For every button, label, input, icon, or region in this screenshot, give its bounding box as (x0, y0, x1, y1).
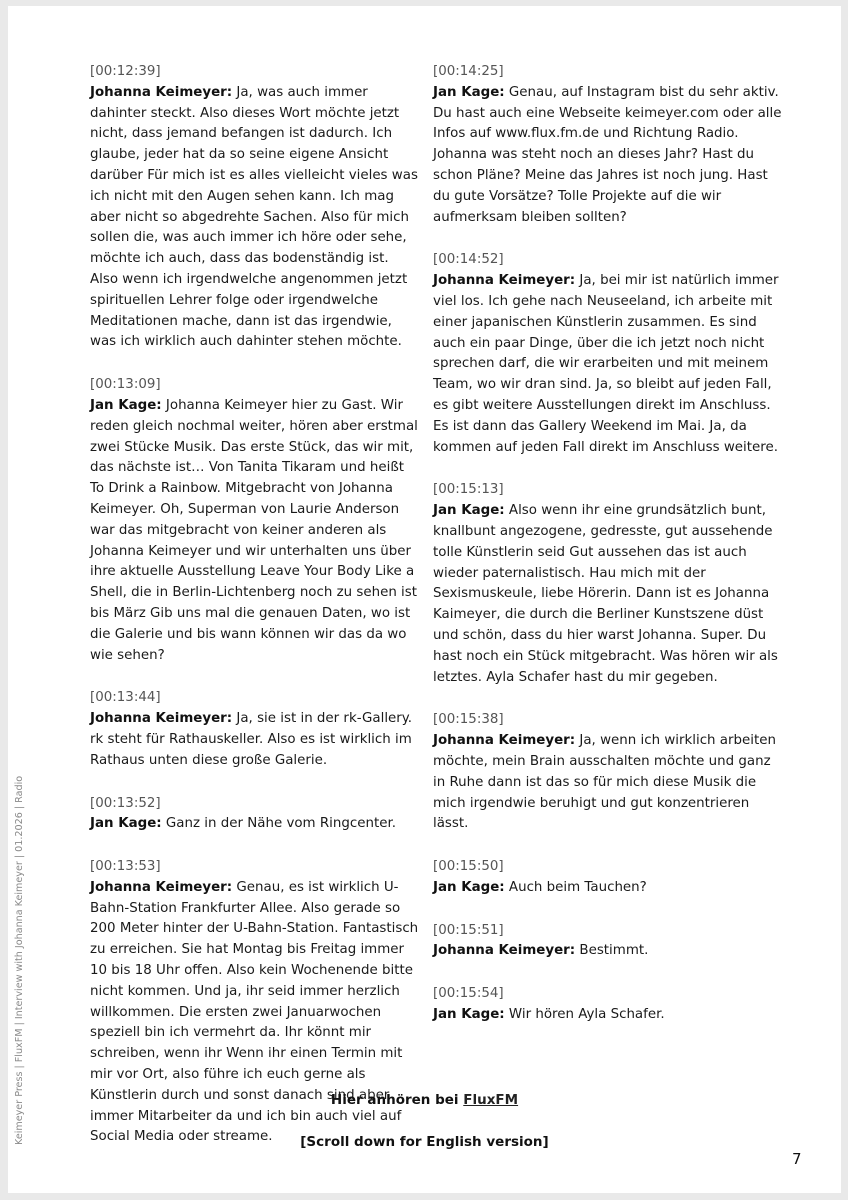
transcript-entry (433, 710, 783, 835)
entry-body (433, 83, 783, 229)
sidebar-vertical-text: Keimeyer Press | FluxFM | Interview with Johanna Keimeyer | 01.2026 | Radio (14, 775, 25, 1145)
entry-body (433, 501, 783, 688)
timestamp: [00:15:50] (433, 859, 504, 875)
timestamp: [00:14:25] (433, 64, 504, 79)
fluxfm-link[interactable]: FluxFM (463, 1092, 519, 1108)
speaker-name: Johanna Keimeyer: (433, 733, 576, 749)
timestamp: [00:15:51] (433, 922, 504, 938)
entry-text: Bestimmt. (579, 943, 649, 959)
timestamp: [00:15:54] (433, 986, 504, 1002)
left-column (90, 62, 420, 1170)
entry-body (90, 814, 420, 835)
entry-text: Ja, wenn ich wirklich arbeiten möchte, mein Brain ausschalten möchte und ganz in Ruhe dann ist das so für mich diese Musik die mich irgendwie beruhigt und gut konzentrieren lässt. (433, 733, 776, 832)
entry-body (433, 878, 783, 899)
timestamp: [00:13:44] (90, 690, 161, 706)
listen-prefix: Hier anhören bei (330, 1092, 464, 1108)
speaker-name: Jan Kage: (90, 397, 162, 413)
speaker-name: Jan Kage: (433, 503, 505, 519)
entry-body (433, 271, 783, 458)
entry-text: Ja, sie ist in der rk-Gallery. rk steht für Rathauskeller. Also es ist wirklich im Rathaus unten diese große Galerie. (90, 711, 413, 768)
speaker-name: Johanna Keimeyer: (90, 879, 233, 895)
speaker-name: Johanna Keimeyer: (90, 711, 233, 727)
entry-body (433, 941, 783, 962)
transcript-entry (433, 250, 783, 458)
entry-body (90, 396, 420, 666)
transcript-entry (433, 62, 783, 228)
speaker-name: Jan Kage: (433, 1007, 505, 1023)
transcript-entry (90, 688, 420, 771)
transcript-entry (90, 794, 420, 836)
entry-text: Also wenn ihr eine grundsätzlich bunt, knallbunt angezogene, gedresste, gut aussehende tolle Künstlerin seid Gut aussehen das ist auch wieder paternalistisch. Hau mich mit der Sexismuskeule, liebe Hörerin. Dann ist es Johanna Kaimeyer, die durch die Berliner Kunstszene düst und schön, dass du hier warst Johanna. Super. Du hast noch ein Stück mitgebracht. Was hören wir als letztes. Ayla Schafer hast du mir gegeben. (433, 503, 778, 685)
transcript-entry (433, 480, 783, 688)
entry-text: Johanna Keimeyer hier zu Gast. Wir reden gleich nochmal weiter, hören aber erstmal zwei Stücke Musik. Das erste Stück, das wir mit, das nächste ist… Von Tanita Tikaram und heißt To Drink a Rainbow. Mitgebracht von Johanna Keimeyer. Oh, Superman von Laurie Anderson war das mitgebracht von keiner anderen als Johanna Keimeyer und wir unterhalten uns über ihre aktuelle Ausstellung Leave Your Body Like a Shell, die in Berlin-Lichtenberg noch zu sehen ist bis März Gib uns mal die genauen Daten, wo ist die Galerie und bis wann können wir das da wo wie sehen? (90, 397, 418, 663)
speaker-name: Jan Kage: (90, 816, 162, 832)
scroll-note: [Scroll down for English version] (300, 1134, 549, 1150)
entry-text: Auch beim Tauchen? (508, 879, 647, 895)
entry-text: Ja, bei mir ist natürlich immer viel los. Ich gehe nach Neuseeland, ich arbeite mit einer japanischen Künstlerin zusammen. Es sind auch ein paar Dinge, über die ich jetzt noch nicht sprechen darf, die wir erarbeiten und mit meinem Team, wo wir dran sind. Ja, so bleibt auf jeden Fall, es gibt weitere Ausstellungen direkt im Anschluss. Es ist dann das Gallery Weekend im Mai. Ja, da kommen auf jeden Fall direkt im Anschluss weitere. (433, 273, 779, 455)
transcript-entry (90, 375, 420, 666)
entry-text: Genau, es ist wirklich U-Bahn-Station Frankfurter Allee. Also gerade so 200 Meter hinter der U-Bahn-Station. Fantastisch zu erreichen. Sie hat Montag bis Freitag immer 10 bis 18 Uhr offen. Also kein Wochenende bitte nicht kommen. Und ja, ihr seid immer herzlich willkommen. Die ersten zwei Januarwochen speziell bin ich vermehrt da. Ihr könnt mir schreiben, wenn ihr Wenn ihr einen Termin mit mir vor Ort, also führe ich euch gerne als Künstlerin durch und sonst danach sind aber immer Mitarbeiter da und ich bin auch viel auf Social Media oder streame. (90, 879, 419, 1145)
right-column (433, 62, 783, 1048)
entry-body (90, 709, 420, 771)
entry-text: Ganz in der Nähe vom Ringcenter. (165, 816, 396, 832)
transcript-entry (90, 62, 420, 353)
entry-body (433, 1005, 783, 1026)
page-number: 7 (792, 1150, 802, 1168)
timestamp: [00:13:52] (90, 795, 161, 811)
transcript-entry (433, 921, 783, 963)
timestamp: [00:13:09] (90, 377, 161, 393)
timestamp: [00:15:13] (433, 482, 504, 498)
entry-body (90, 83, 420, 353)
listen-line (8, 1092, 841, 1108)
speaker-name: Johanna Keimeyer: (433, 273, 576, 289)
timestamp: [00:12:39] (90, 64, 161, 79)
entry-text: Wir hören Ayla Schafer. (508, 1007, 665, 1023)
entry-text: Genau, auf Instagram bist du sehr aktiv. Du hast auch eine Webseite keimeyer.com oder alle Infos auf www.flux.fm.de und Richtung Radio. Johanna was steht noch an dieses Jahr? Hast du schon Pläne? Meine das Jahres ist noch jung. Hast du gute Vorsätze? Tolle Projekte auf die wir aufmerksam bleiben sollten? (433, 84, 782, 225)
transcript-entry (433, 984, 783, 1026)
speaker-name: Jan Kage: (433, 879, 505, 895)
entry-text: Ja, was auch immer dahinter steckt. Also dieses Wort möchte jetzt nicht, dass jemand befangen ist dadurch. Ich glaube, jeder hat da so seine eigene Ansicht darüber Für mich ist es alles vielleicht vieles was ich nicht mit den Augen sehen kann. Ich mag aber nicht so abgedrehte Sachen. Also für mich sollen die, was auch immer ich höre oder sehe, möchte ich auch, dass das bodenständig ist. Also wenn ich irgendwelche angenommen jetzt spirituellen Lehrer folge oder irgendwelche Meditationen mache, dann ist das irgendwie, was ich wirklich auch dahinter stehen möchte. (90, 84, 418, 350)
speaker-name: Johanna Keimeyer: (433, 943, 576, 959)
entry-body (433, 731, 783, 835)
timestamp: [00:14:52] (433, 252, 504, 268)
speaker-name: Johanna Keimeyer: (90, 84, 233, 100)
speaker-name: Jan Kage: (433, 84, 505, 100)
transcript-entry (433, 857, 783, 899)
timestamp: [00:13:53] (90, 859, 161, 875)
document-page (8, 6, 841, 1193)
timestamp: [00:15:38] (433, 712, 504, 728)
